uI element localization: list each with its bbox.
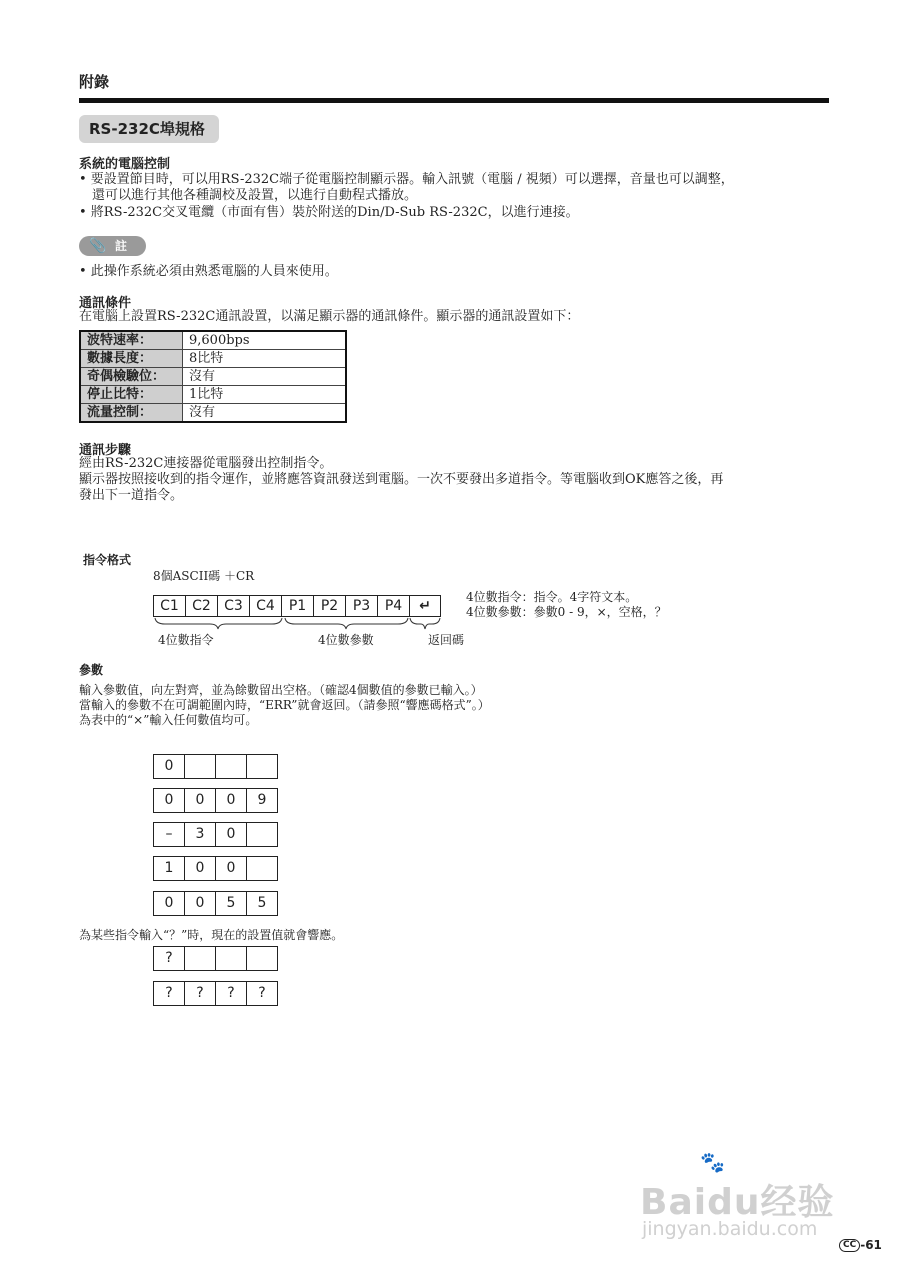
note-text: • 此操作系統必須由熟悉電腦的人員來使用。 — [79, 264, 338, 279]
comm-conditions-intro: 在電腦上設置RS-232C通訊設置，以滿足顯示器的通訊條件。顯示器的通訊設置如下： — [79, 309, 580, 324]
query-example-row — [153, 946, 277, 971]
param-cell: 0 — [215, 822, 247, 847]
param-cell: 5 — [246, 891, 278, 916]
param-brace — [285, 618, 408, 629]
params-line-1: 輸入參數值，向左對齊，並為餘數留出空格。（確認4個數值的參數已輸入。） — [79, 683, 483, 697]
param-cell — [215, 754, 247, 779]
cmd-cell-c1: C1 — [153, 595, 186, 617]
paw-icon: 🐾 — [700, 1150, 725, 1174]
command-desc-1: 4位數指令：指令。4字符文本。 — [466, 590, 638, 604]
param-cell — [184, 754, 216, 779]
param-cell: 0 — [153, 891, 185, 916]
return-brace — [410, 618, 440, 629]
system-control-heading: 系統的電腦控制 — [79, 157, 171, 172]
param-cell: 0 — [153, 754, 185, 779]
params-heading: 參數 — [79, 663, 104, 677]
query-cell — [184, 946, 216, 971]
comm-conditions-heading: 通訊條件 — [79, 296, 132, 311]
brace-label-param: 4位數參數 — [318, 633, 374, 647]
query-cell: ? — [153, 946, 185, 971]
param-cell: 0 — [153, 788, 185, 813]
param-cell: 0 — [184, 891, 216, 916]
setting-value: 9,600bps — [183, 331, 347, 350]
system-control-bullet-2: • 將RS-232C交叉電纜（市面有售）裝於附送的Din/D-Sub RS-232C，以進行連接。 — [79, 205, 579, 220]
setting-value: 8比特 — [183, 350, 347, 368]
command-format-heading: 指令格式 — [83, 553, 132, 567]
comm-procedure-heading: 通訊步驟 — [79, 443, 132, 458]
table-row — [80, 350, 346, 368]
cmd-cell-c4: C4 — [249, 595, 282, 617]
brace-lines — [150, 617, 450, 633]
param-example-row — [153, 856, 277, 881]
params-line-3: 為表中的“×”輸入任何數值均可。 — [79, 713, 258, 727]
setting-key: 數據長度： — [80, 350, 183, 368]
language-mark: CC — [839, 1239, 860, 1252]
query-cell — [215, 946, 247, 971]
query-cell: ? — [215, 981, 247, 1006]
comm-procedure-line-2: 顯示器按照接收到的指令運作，並將應答資訊發送到電腦。一次不要發出多道指令。等電腦收到OK應答之後，再 — [79, 472, 724, 487]
table-row — [80, 331, 346, 350]
param-cell — [246, 822, 278, 847]
param-cell: 0 — [215, 856, 247, 881]
setting-value: 沒有 — [183, 404, 347, 423]
param-cell: 1 — [153, 856, 185, 881]
query-text: 為某些指令輸入“？”時，現在的設置值就會響應。 — [79, 928, 344, 942]
cmd-cell-p3: P3 — [345, 595, 378, 617]
header-divider — [79, 98, 829, 103]
query-cell — [246, 946, 278, 971]
watermark-brand: Baidu经验 — [640, 1182, 835, 1223]
setting-key: 流量控制： — [80, 404, 183, 423]
setting-value: 沒有 — [183, 368, 347, 386]
cmd-cell-p4: P4 — [377, 595, 410, 617]
setting-key: 奇偶檢驗位： — [80, 368, 183, 386]
query-cell: ? — [153, 981, 185, 1006]
param-cell — [246, 754, 278, 779]
cmd-cell-c3: C3 — [217, 595, 250, 617]
param-cell: 0 — [184, 856, 216, 881]
param-cell: 9 — [246, 788, 278, 813]
query-example-row — [153, 981, 277, 1006]
param-cell: – — [153, 822, 185, 847]
param-cell: 3 — [184, 822, 216, 847]
cmd-cell-p1: P1 — [281, 595, 314, 617]
return-key-icon: ↵ — [409, 595, 441, 617]
system-control-bullet-1-cont: 還可以進行其他各種調校及設置，以進行自動程式播放。 — [92, 188, 418, 203]
brace-label-command: 4位數指令 — [158, 633, 214, 647]
page-header-title: 附錄 — [79, 73, 110, 91]
param-example-row — [153, 788, 277, 813]
params-line-2: 當輸入的參數不在可調範圍內時，“ERR”就會返回。（請參照“響應碼格式”。） — [79, 698, 490, 712]
comm-procedure-line-1: 經由RS-232C連接器從電腦發出控制指令。 — [79, 456, 333, 471]
table-row — [80, 368, 346, 386]
watermark-url: jingyan.baidu.com — [642, 1218, 818, 1240]
param-cell: 0 — [184, 788, 216, 813]
query-cell: ? — [246, 981, 278, 1006]
param-example-row — [153, 822, 277, 847]
param-cell: 0 — [215, 788, 247, 813]
table-row — [80, 404, 346, 423]
brace-label-return: 返回碼 — [428, 633, 465, 647]
system-control-bullet-1: • 要設置節目時，可以用RS-232C端子從電腦控制顯示器。輸入訊號（電腦 / 視頻）可以選擇，音量也可以調整， — [79, 172, 734, 187]
command-brace — [155, 618, 282, 629]
comm-procedure-line-3: 發出下一道指令。 — [79, 488, 184, 503]
param-example-row — [153, 891, 277, 916]
command-desc-2: 4位數參數：參數0 - 9，×，空格，？ — [466, 605, 667, 619]
section-title: RS-232C埠規格 — [79, 115, 219, 143]
cmd-cell-p2: P2 — [313, 595, 346, 617]
table-row — [80, 386, 346, 404]
cmd-cell-c2: C2 — [185, 595, 218, 617]
setting-value: 1比特 — [183, 386, 347, 404]
param-cell: 5 — [215, 891, 247, 916]
ascii-label: 8個ASCII碼 ＋CR — [153, 569, 255, 583]
note-badge — [79, 236, 146, 256]
note-label: 註 — [115, 239, 128, 253]
setting-key: 停止比特： — [80, 386, 183, 404]
param-cell — [246, 856, 278, 881]
baidu-watermark — [640, 1150, 870, 1240]
page-number — [839, 1238, 882, 1252]
paperclip-icon: 📎 — [89, 238, 107, 254]
page-number-value: -61 — [860, 1238, 882, 1252]
query-cell: ? — [184, 981, 216, 1006]
setting-key: 波特速率： — [80, 331, 183, 350]
comm-settings-table — [79, 330, 347, 423]
param-example-row — [153, 754, 277, 779]
